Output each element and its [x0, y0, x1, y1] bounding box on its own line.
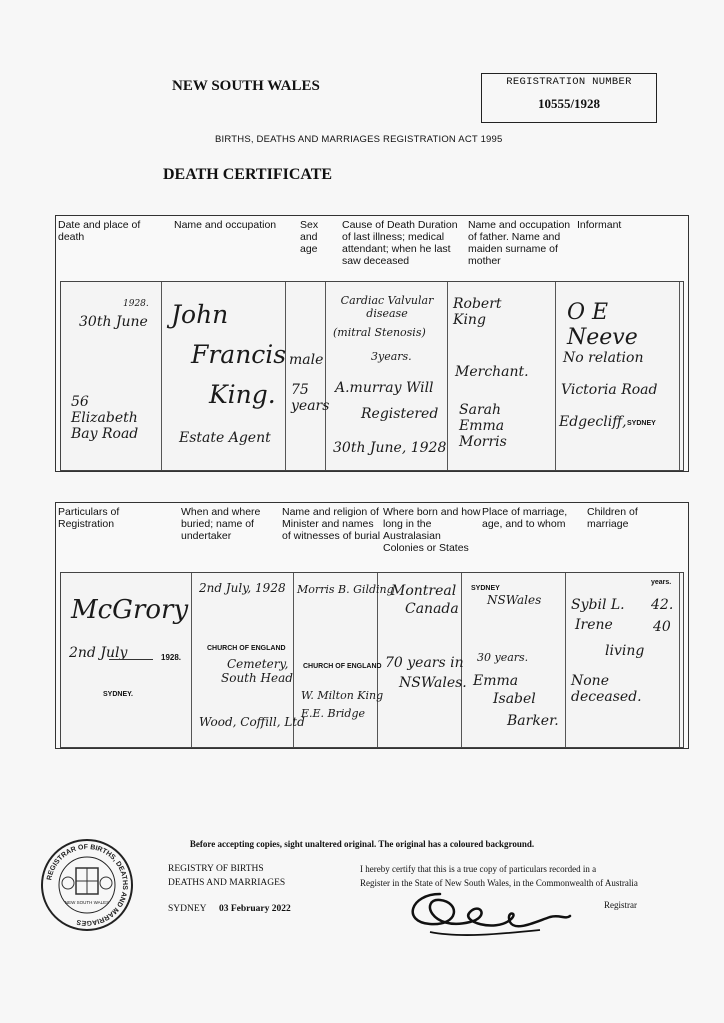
registration-table	[55, 502, 689, 749]
issue-date: 03 February 2022	[219, 904, 291, 914]
mother-name: Sarah Emma Morris	[459, 402, 507, 450]
header-cause: Cause of Death Duration of last illness; medical attendant; when he last saw deceased	[342, 219, 458, 267]
child-1-name: Sybil L.	[571, 597, 625, 613]
father-name: Robert King	[453, 296, 502, 328]
minister-religion: CHURCH OF ENGLAND	[303, 663, 382, 670]
certify-line-2: Register in the State of New South Wales, in the Commonwealth of Australia	[360, 878, 638, 888]
act-title: BIRTHS, DEATHS AND MARRIAGES REGISTRATION ACT 1995	[215, 134, 503, 145]
witness-2: E.E. Bridge	[301, 707, 366, 720]
birthplace: Montreal	[391, 583, 457, 599]
death-year: 1928.	[123, 299, 149, 309]
burial-church: CHURCH OF ENGLAND	[207, 645, 286, 652]
informant-suburb: Edgecliff,	[559, 414, 627, 430]
registration-city: SYDNEY.	[103, 691, 133, 698]
death-date: 30th June	[79, 314, 148, 330]
header-sex-age: Sex and age	[300, 219, 319, 255]
colony-state: NSWales.	[399, 675, 467, 691]
registry-name	[168, 862, 285, 890]
certify-line-1: I hereby certify that this is a true copy of particulars recorded in a	[360, 864, 597, 874]
colony-duration: 70 years in	[385, 655, 464, 671]
header-informant: Informant	[577, 219, 622, 231]
registration-date: 2nd July	[69, 645, 128, 661]
spouse-first: Emma	[473, 673, 519, 689]
registrar-signature: McGrory	[71, 595, 189, 625]
cause-detail: (mitral Stenosis)	[333, 326, 426, 339]
undertaker: Wood, Coffill, Ltd	[199, 715, 305, 729]
informant-name: O E Neeve	[567, 300, 638, 350]
registry-line-2: DEATHS AND MARRIAGES	[168, 878, 286, 888]
child-2-name: Irene	[575, 617, 613, 633]
header-father-mother: Name and occupation of father. Name and maiden surname of mother	[468, 219, 571, 267]
child-2-age: 40	[653, 619, 671, 635]
burial-date: 2nd July, 1928	[199, 581, 286, 595]
last-seen-date: 30th June, 1928	[333, 440, 447, 456]
informant-address: Victoria Road	[561, 382, 658, 398]
marriage-age: 30 years.	[477, 651, 529, 664]
header-minister: Name and religion of Minister and names of witnesses of burial	[282, 506, 381, 542]
death-record-entries	[60, 281, 684, 471]
deceased-surname: King.	[209, 380, 276, 409]
deceased-first-name: John	[171, 300, 229, 329]
certificate-title: DEATH CERTIFICATE	[163, 166, 333, 183]
registration-label: REGISTRATION NUMBER	[506, 76, 632, 88]
registry-line-1: REGISTRY OF BIRTHS	[168, 864, 264, 874]
informant-relation: No relation	[563, 350, 644, 366]
death-details-table	[55, 215, 689, 472]
header-children: Children of marriage	[587, 506, 638, 530]
cause-of-death: Cardiac Valvular disease	[340, 294, 434, 320]
registered-note: Registered	[361, 406, 439, 422]
registration-entries	[60, 572, 684, 748]
burial-cemetery: Cemetery,	[227, 657, 289, 671]
header-date-place: Date and place of death	[58, 219, 141, 243]
children-living: living	[605, 643, 645, 659]
header-marriage: Place of marriage, age, and to whom	[482, 506, 568, 530]
issue-city: SYDNEY	[168, 904, 207, 914]
spouse-middle: Isabel	[493, 691, 536, 707]
birth-country: Canada	[405, 601, 459, 617]
medical-attendant: A.murray Will	[335, 380, 434, 396]
header-name-occupation: Name and occupation	[174, 219, 277, 231]
svg-text:REGISTRAR OF BIRTHS, DEATHS AN: REGISTRAR OF BIRTHS, DEATHS AND MARRIAGES	[46, 843, 129, 927]
witness-1: W. Milton King	[301, 689, 384, 702]
deceased-age: 75 years	[291, 382, 330, 414]
deceased-middle-name: Francis	[191, 340, 287, 369]
deceased-occupation: Estate Agent	[179, 430, 271, 446]
child-1-age: 42.	[651, 597, 674, 613]
state-title: NEW SOUTH WALES	[172, 78, 320, 94]
marriage-state: NSWales	[487, 593, 542, 607]
informant-city: SYDNEY	[627, 420, 656, 427]
registrar-signature-mark	[400, 882, 580, 952]
burial-place: South Head	[221, 671, 293, 685]
header-birthplace: Where born and how long in the Australasian Colonies or States	[383, 506, 481, 554]
header-particulars: Particulars of Registration	[58, 506, 120, 530]
registrar-label: Registrar	[604, 900, 637, 910]
svg-text:NEW SOUTH WALES: NEW SOUTH WALES	[64, 900, 110, 905]
minister-name: Morris B. Gilding	[297, 583, 394, 596]
marriage-city: SYDNEY	[471, 585, 500, 592]
deceased-sex: male	[289, 352, 324, 368]
registry-seal	[40, 838, 134, 932]
spouse-surname: Barker.	[507, 713, 559, 729]
authenticity-notice: Before accepting copies, sight unaltered original. The original has a coloured background.	[189, 839, 535, 849]
registration-date-rule	[109, 659, 153, 660]
illness-duration: 3years.	[371, 350, 412, 363]
children-deceased: None deceased.	[571, 673, 642, 705]
seal-icon	[40, 838, 134, 932]
registration-number: 10555/1928	[537, 96, 601, 111]
death-place: 56 Elizabeth Bay Road	[71, 394, 139, 442]
years-label: years.	[651, 579, 672, 586]
father-occupation: Merchant.	[455, 364, 529, 380]
registration-box	[481, 73, 657, 123]
header-burial: When and where buried; name of undertaker	[181, 506, 261, 542]
registration-year: 1928.	[161, 653, 182, 662]
